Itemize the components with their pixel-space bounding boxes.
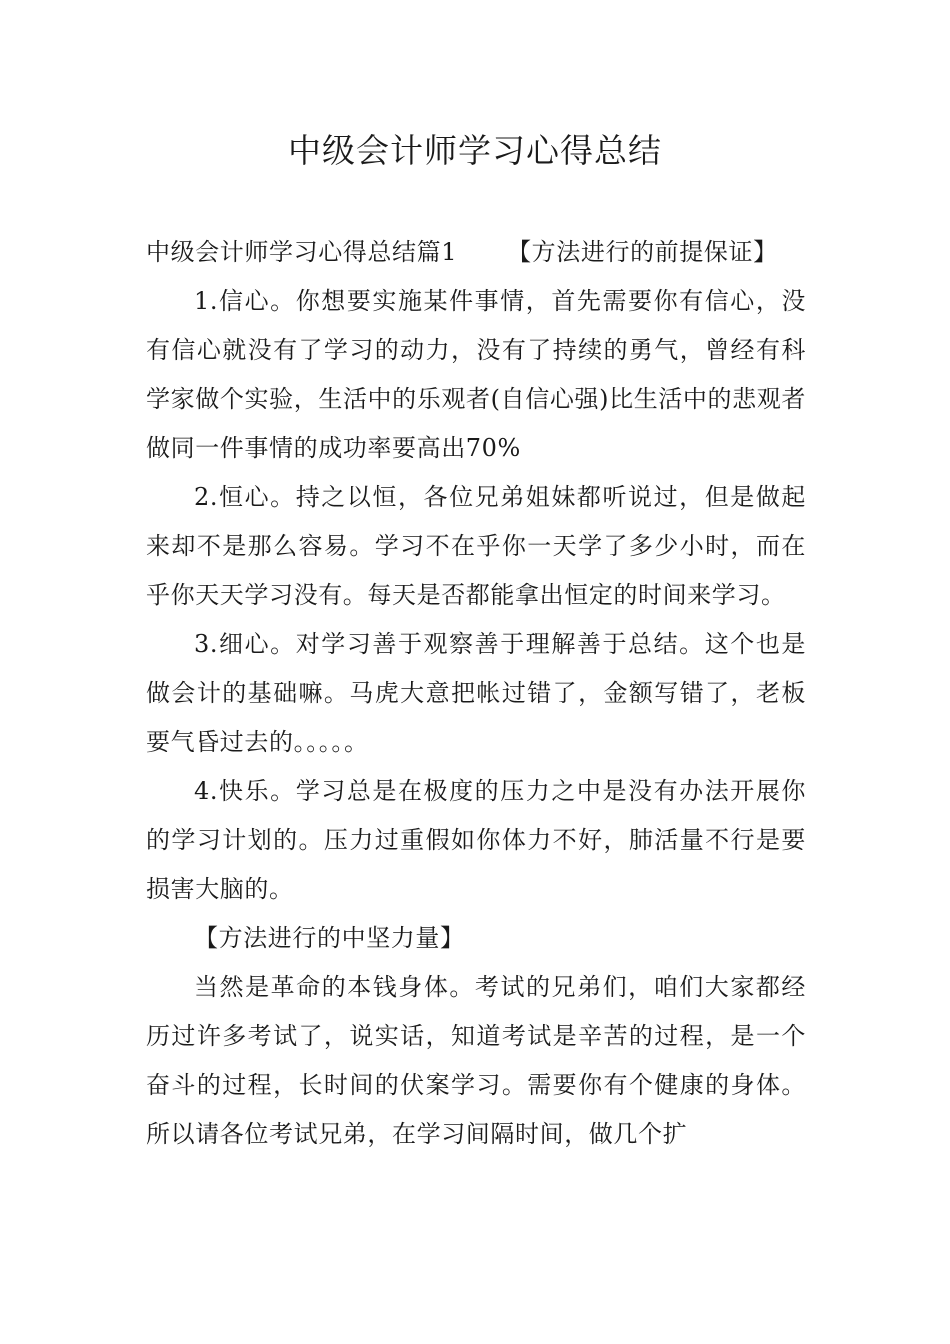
section-heading-core: 【方法进行的中坚力量】 — [194, 924, 465, 952]
document-body — [146, 228, 806, 1159]
paragraph-carefulness: 3.细心。对学习善于观察善于理解善于总结。这个也是做会计的基础嘛。马虎大意把帐过错了，金额写错了，老板要气昏过去的。。。。。 — [146, 630, 806, 756]
paragraph-confidence: 1.信心。你想要实施某件事情，首先需要你有信心，没有信心就没有了学习的动力，没有了持续的勇气，曾经有科学家做个实验，生活中的乐观者(自信心强)比生活中的悲观者做同一件事情的成功率要高出70% — [146, 287, 806, 462]
section-heading-premise: 【方法进行的前提保证】 — [507, 238, 778, 266]
paragraph-happiness: 4.快乐。学习总是在极度的压力之中是没有办法开展你的学习计划的。压力过重假如你体力不好，肺活量不行是要损害大脑的。 — [146, 777, 806, 903]
paragraph-intro — [146, 228, 806, 277]
article-heading: 中级会计师学习心得总结篇1 — [146, 238, 458, 266]
paragraph-perseverance: 2.恒心。持之以恒，各位兄弟姐妹都听说过，但是做起来却不是那么容易。学习不在乎你一天学了多少小时，而在乎你天天学习没有。每天是否都能拿出恒定的时间来学习。 — [146, 483, 806, 609]
document-title: 中级会计师学习心得总结 — [288, 131, 662, 170]
paragraph-health: 当然是革命的本钱身体。考试的兄弟们，咱们大家都经历过许多考试了，说实话，知道考试是辛苦的过程，是一个奋斗的过程，长时间的伏案学习。需要你有个健康的身体。所以请各位考试兄弟，在学习间隔时间，做几个扩 — [146, 973, 806, 1148]
